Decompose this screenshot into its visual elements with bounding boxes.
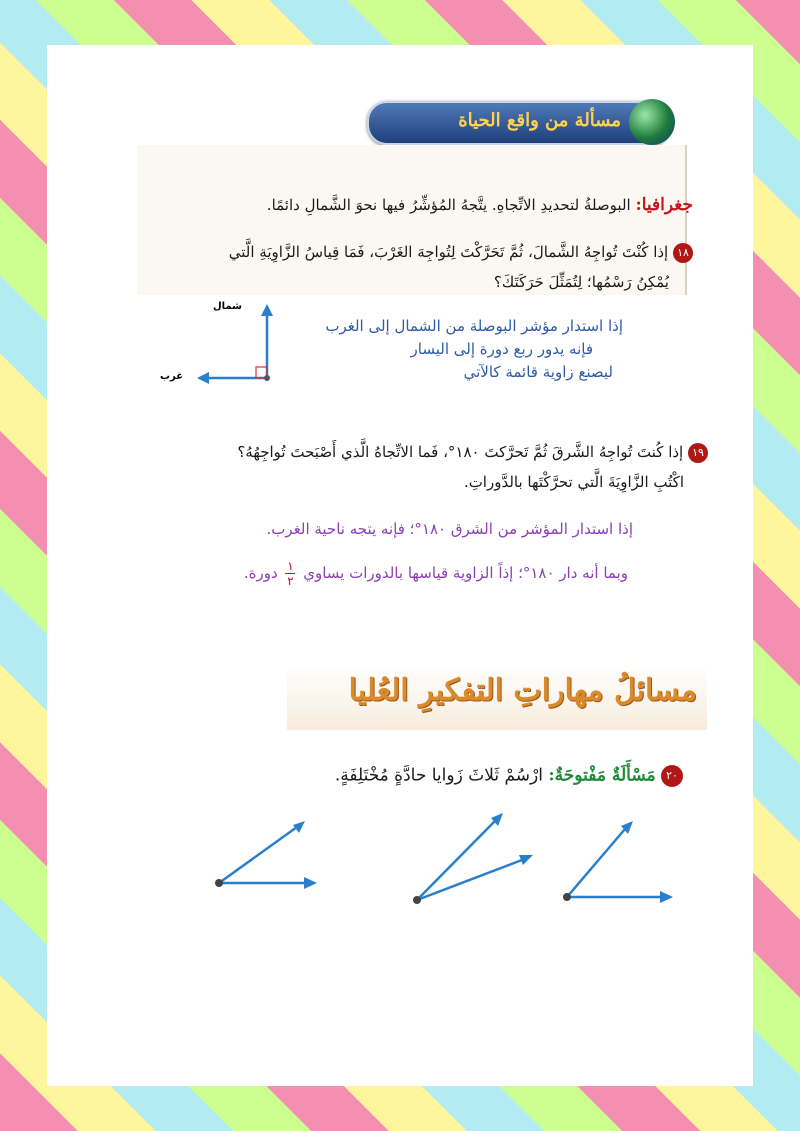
- q18-line1: إذا كُنْتَ تُواجِهُ الشَّمالَ، ثُمَّ تَحَرَّكْتَ لِتُواجِهَ الغَرْبَ، فَمَا قِياسُ الزَّاوِيَةِ الَّتي: [228, 243, 669, 261]
- question-number-20: ٢٠: [661, 765, 683, 787]
- worksheet-page: [47, 45, 753, 1086]
- banner-title: مسألة من واقع الحياة: [458, 110, 621, 131]
- question-number-19: ١٩: [688, 443, 708, 463]
- acute-angle-2: [413, 813, 533, 904]
- fraction-numerator: ١: [287, 559, 294, 573]
- intro-text: البوصلةُ لتحديدِ الاتِّجاهِ. يتَّجهُ المُؤشِّرُ فيها نحوَ الشَّمالِ دائمًا.: [266, 196, 631, 214]
- problem-intro: [133, 195, 693, 215]
- q18-answer-line2: فإنه يدور ربع دورة إلى اليسار: [410, 340, 593, 358]
- q19-line2: اكْتُبِ الزَّاوِيَةَ الَّتي تحرَّكْتَها بالدَّوراتِ.: [463, 473, 684, 491]
- q19-answer1: إذا استدار المؤشر من الشرق ١٨٠°؛ فإنه يتجه ناحية الغرب.: [266, 520, 633, 538]
- q19-line1: إذا كُنتَ تُواجِهُ الشَّرقَ ثُمَّ تَحرَّكتَ ١٨٠°، فَما الاتِّجاهُ الَّذي أَصْبَحتَ تُواجِهُهُ؟: [237, 443, 684, 461]
- north-label: شمال: [213, 301, 242, 312]
- half-fraction: [285, 560, 295, 587]
- q19-answer2-text: وبما أنه دار ١٨٠°؛ إذاً الزاوية قياسها بالدورات يساوي: [303, 564, 628, 582]
- question-18: [113, 237, 693, 297]
- fraction-denominator: ٢: [287, 574, 294, 588]
- q19-answer2: [88, 560, 628, 587]
- q19-answer2-unit: دورة.: [243, 564, 278, 582]
- q18-answer: [223, 315, 623, 384]
- acute-angles-drawing: [207, 805, 687, 925]
- open-problem-label: مَسْأَلَةٌ مَفْتوحَةٌ:: [548, 765, 656, 786]
- q18-answer-line1: إذا استدار مؤشر البوصلة من الشمال إلى الغرب: [325, 317, 623, 335]
- real-life-banner: [367, 101, 671, 145]
- west-arrowhead: [197, 372, 209, 384]
- question-number-18: ١٨: [673, 243, 693, 263]
- q20-text: ارْسُمْ ثَلاثَ زَوايا حادَّةٍ مُخْتَلِفَةٍ.: [334, 765, 543, 786]
- hot-skills-title: مسائلُ مهاراتِ التفكيرِ العُليا: [348, 673, 697, 708]
- acute-angle-1: [215, 821, 317, 889]
- question-20: [163, 765, 683, 787]
- q18-answer-line3: ليصنع زاوية قائمة كالآتي: [463, 363, 613, 381]
- subject-label: جغرافيا:: [635, 195, 693, 215]
- q18-line2: يُمْكِنُ رَسْمُها؛ لِتُمَثِّلَ حَرَكَتَكَ؟: [493, 273, 669, 291]
- globe-icon: [629, 99, 675, 145]
- acute-angle-3: [563, 821, 673, 903]
- west-label: غرب: [160, 371, 184, 382]
- question-19: [108, 437, 708, 497]
- hot-skills-banner: [287, 665, 707, 730]
